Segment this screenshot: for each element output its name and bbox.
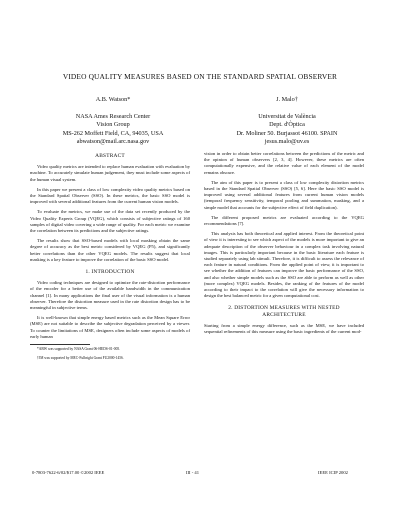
footer-page-number: III - 41 [186,470,200,475]
author-block-1 [28,96,198,147]
footer-conference: IEEE ICIP 2002 [318,470,348,475]
author-name: A.B. Watson* [95,96,131,103]
introduction-heading: 1. INTRODUCTION [85,269,135,276]
author-email: jesus.malo@uv.es [264,138,310,146]
left-column [30,151,190,365]
author-name: J. Malo† [276,96,298,103]
footnote-divider [30,344,90,345]
abstract-paragraph: Video quality metrics are intended to replace human evaluation with evaluation by machine. To accurately simulate human judgement, they must include some aspects of the human visual system. [30,164,190,182]
author-block-2 [202,96,372,147]
abstract-paragraph: In this paper we present a class of low complexity video quality metrics based on the Standard Spatial Observer (SSO). In these metrics, the basic SSO model is improved with several additional features from the current human vision models. [30,186,190,205]
section-2-heading [204,305,364,317]
author-affiliation-line: Vision Group [96,121,130,129]
right-column [204,151,364,339]
author-affiliation-line: NASA Ames Research Center [75,112,151,120]
body-paragraph: This analysis has both theoretical and applied interest. From the theoretical point of view it is interesting to see which aspect of the models is more important to give an adequate description of the observer behaviour in a complex task involving natural images. This is particularly important because in the basic literature each feature is studied separately using lab stimuli. Therefore, it is difficult to assess the relevance of each feature in natural conditions. From the applied point of view, it is important to see whether the addition of features can improve the basic performance of the SSO, and also whether simple models such as the SSO are able to perform as well as other (more complex) VQEG models. Besides, the ranking of the features of the model according to their impact to the correlation will give the necessary information to design the best balanced metric for a given computational cost. [204,231,364,299]
body-paragraph: The different proposed metrics are evaluated according to the VQEG recommendations [7]. [204,214,364,227]
body-paragraph: vision in order to obtain better correlations between the predictions of the metric and the opinion of human observers [2, 3, 4]. However, these metrics are often computationally expensive, and the relative value of each element of the model remains obscure. [204,151,364,175]
footer-copyright: 0-7803-7622-6/02/$17.00 ©2002 IEEE [32,470,105,475]
body-paragraph: The aim of this paper is to present a class of low complexity distortion metrics based in the Standard Spatial Observer (SSO) [5, 6]. Here the basic SSO model is improved using several additional features from current human vision models (temporal frequency sensitivity, temporal pooling and summation, masking, and a simple model that accounts for the subjective effect of field duplication). [204,179,364,210]
author-affiliation-line: Dept. d'Òptica [269,121,305,129]
footnote: †JM was supported by MEC-Fulbright Grant FU2000-1456. [37,356,124,361]
abstract-paragraph: The results show that SSO-based models with local masking obtain the same degree of accuracy as the best metric considered by VQEG (P5), and significantly better correlations than the other VQEG models. The results suggest that local masking is a key feature to improve the correlation of the basic SSO model. [30,238,190,262]
abstract-heading: ABSTRACT [95,153,125,159]
author-affiliation-line: MS-262 Moffett Field, CA, 94035, USA [62,129,164,137]
abstract-paragraph: To evaluate the metrics, we make use of the data set recently produced by the Video Quality Experts Group (VQEG), which consists of subjective ratings of 160 samples of digital video covering a wide range of quality. For each metric we examine the correlation between its predictions and the subjective ratings. [30,209,190,234]
author-email: abwatson@mail.arc.nasa.gov [76,138,150,146]
body-paragraph: Starting from a simple energy difference, such as the MSE, we have included sequential refinements of this measure using the basic ingredients of the current mod- [204,322,364,335]
body-paragraph: It is well-known that simple energy based metrics such as the Mean Square Error (MSE) are not suitable to describe the subjective degradation perceived by a viewer. To counter the limitations of MSE, designers often include some aspects of models of early human [30,315,190,339]
body-paragraph: Video coding techniques are designed to optimize the rate-distortion performance of the encoder for a better use of the available bandwidth in the communication channel [1]. In many applications the final user of the visual information is a human observer. Therefore the distortion measure used in the rate distortion design has to be meaningful in subjective terms. [30,280,190,311]
section-2-heading-line: 2. DISTORTION MEASURES WITH NESTED [228,305,340,312]
author-affiliation-line: Universitat de València [258,112,316,120]
footnote: *ABW was supported by NASA Grant 06-HEDS-01-005. [37,347,121,352]
section-2-heading-line: ARCHITECTURE [262,311,306,318]
author-affiliation-line: Dr. Moliner 50. Burjassot 46100. SPAIN [236,129,338,137]
paper-title: VIDEO QUALITY MEASURES BASED ON THE STANDARD SPATIAL OBSERVER [62,72,338,81]
